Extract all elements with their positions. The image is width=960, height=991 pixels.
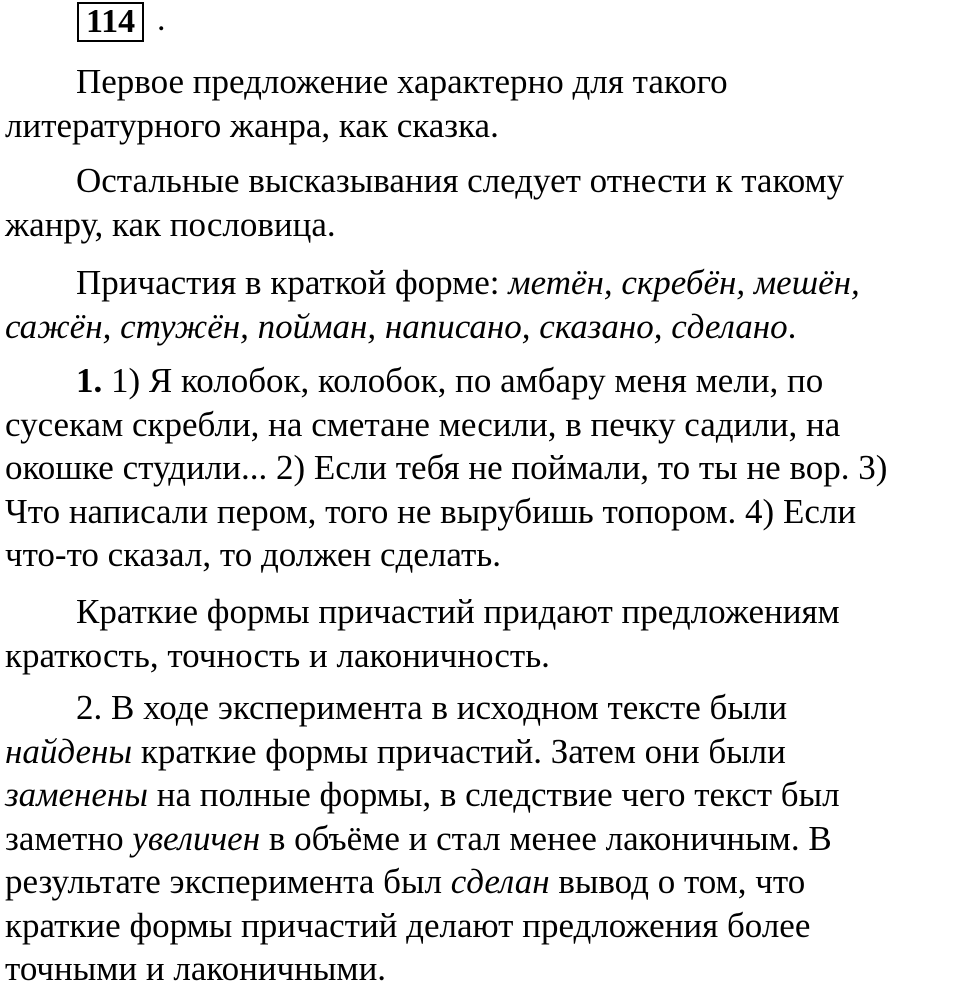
text-line: Краткие формы причастий придают предложениям (76, 592, 840, 631)
text-line: краткость, точность и лаконичность. (5, 635, 550, 675)
paragraph-genre-proverb (5, 159, 955, 246)
task-number-dot: . (157, 1, 166, 38)
italic-participles: сажён, стужён, пойман, написано, сказано, сделано (5, 306, 788, 346)
text-line (5, 261, 955, 305)
paragraph-short-participles (5, 261, 955, 348)
text-line (5, 773, 955, 817)
text-line: краткие формы причастий делают предложения более (5, 905, 811, 945)
text-line: окошке студили... 2) Если тебя не поймали, то ты не вор. 3) (5, 448, 888, 487)
italic-word: сделан (450, 862, 550, 901)
text-line: Первое предложение характерно для такого (76, 62, 728, 101)
text-segment: Причастия в краткой форме: (76, 263, 509, 302)
text-segment: краткие формы причастий. Затем они были (132, 731, 786, 771)
italic-word: увеличен (132, 818, 261, 858)
text-line (5, 817, 955, 861)
text-line: сусекам скребли, на сметане месили, в печку садили, на (5, 404, 841, 444)
text-line: жанру, как пословица. (5, 204, 336, 244)
paragraph-genre-fairy-tale (5, 60, 955, 147)
paragraph-conclusion-brevity (5, 590, 955, 677)
paragraph-experiment (5, 686, 955, 991)
text-line (5, 860, 955, 904)
text-segment: в объёме и стал менее лаконичным. В (260, 818, 832, 858)
text-line: Что написали пером, того не вырубишь топором. 4) Если (5, 491, 857, 531)
text-segment: 1) Я колобок, колобок, по амбару меня мели, по (102, 361, 824, 400)
text-segment: результате эксперимента был (5, 862, 451, 901)
text-line (5, 730, 955, 774)
text-line: Остальные высказывания следует отнести к такому (76, 161, 845, 200)
text-line (5, 305, 955, 349)
text-segment: вывод о том, что (549, 862, 806, 901)
text-line (5, 359, 955, 403)
item-number: 1. (76, 361, 103, 400)
text-segment: . (787, 306, 797, 346)
text-line: точными и лаконичными. (5, 949, 387, 988)
text-line: литературного жанра, как сказка. (5, 105, 499, 145)
italic-word: заменены (5, 775, 148, 814)
task-number-box: 114 (77, 2, 144, 42)
text-segment: на полные формы, в следствие чего текст был (148, 775, 840, 814)
text-line: 2. В ходе эксперимента в исходном тексте были (76, 688, 788, 727)
text-segment: заметно (5, 818, 133, 858)
paragraph-examples (5, 359, 955, 577)
italic-participles: метён, скребён, мешён, (508, 263, 860, 302)
text-line: что-то сказал, то должен сделать. (5, 535, 501, 574)
italic-word: найдены (5, 731, 133, 771)
